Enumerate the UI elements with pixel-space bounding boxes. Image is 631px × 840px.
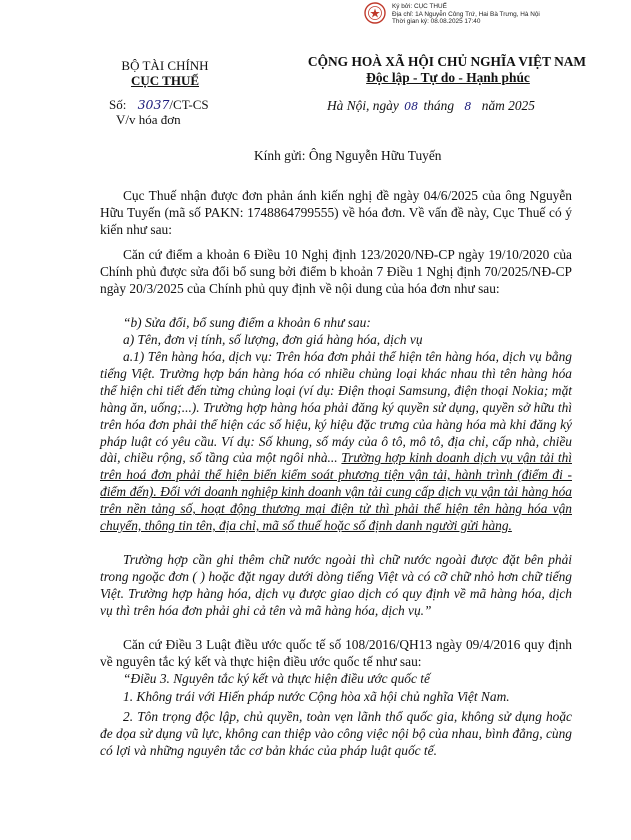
motto-text: Độc lập - Tự do - Hạnh phúc <box>366 70 530 85</box>
date-year: năm 2025 <box>481 98 535 113</box>
department-name: CỤC THUẾ <box>130 73 200 88</box>
doc-no-handwritten: 3037 <box>137 97 170 112</box>
document-subject: V/v hóa đơn <box>116 112 181 127</box>
date-month: 8 <box>464 100 472 113</box>
quote-article-3-title: “Điều 3. Nguyên tắc ký kết và thực hiện điều ước quốc tế <box>123 671 430 686</box>
paragraph-intro: Cục Thuế nhận được đơn phản ánh kiến nghị đề ngày 04/6/2025 của ông Nguyễn Hữu Tuyến (mã số PAKN: 1748864799555) về hóa đơn. Về vấn đề này, Cục Thuế có ý kiến như sau: <box>100 188 572 237</box>
signature-address: Địa chỉ: 1A Nguyễn Công Trứ, Hai Bà Trưng, Hà Nội <box>392 10 540 18</box>
digital-signature-info <box>392 3 540 26</box>
date-month-label: tháng <box>423 98 455 113</box>
signature-signed-by: Ký bởi: CỤC THUẾ <box>392 3 447 10</box>
quote-goods-name-text: a.1) Tên hàng hóa, dịch vụ: Trên hóa đơn phải thể hiện tên hàng hóa, dịch vụ bằng tiếng Việt. Trường hợp bán hàng hóa có nhiều chủng loại khác nhau thì tên hàng hóa thể hiện chi tiết đến từng chủng loại (ví dụ: Điện thoại Samsung, điện thoại Nokia; mặt hàng ăn, uống;...). Trường hợp hàng hóa phải đăng ký quyền sử dụng, quyền sở hữu thì trên hóa đơn phải thể hiện các số hiệu, ký hiệu đặc trưng của hàng hóa mà khi đăng ký pháp luật có yêu cầu. Ví dụ: Số khung, số máy của ô tô, mô tô, địa chỉ, cấp nhà, chiều dài, chiều rộng, số tầng của một ngôi nhà... <box>100 349 572 466</box>
quote-line-2: a) Tên, đơn vị tính, số lượng, đơn giá hàng hóa, dịch vụ <box>123 332 423 347</box>
paragraph-legal-basis-2: Căn cứ Điều 3 Luật điều ước quốc tế số 108/2016/QH13 ngày 09/4/2016 quy định về nguyên tắc ký kết và thực hiện điều ước quốc tế như sau: <box>100 637 572 669</box>
national-motto <box>330 70 566 86</box>
doc-no-suffix: /CT-CS <box>169 97 209 112</box>
quote-article-3-item-1: 1. Không trái với Hiến pháp nước Cộng hòa xã hội chủ nghĩa Việt Nam. <box>123 689 510 704</box>
quote-transport-underlined: Trường hợp kinh doanh dịch vụ vận tải thì trên hoá đơn phải thể hiện biển kiểm soát phương tiện vận tải, hành trình (điểm đi - điểm đến). Đối với doanh nghiệp kinh doanh vận tải cung cấp dịch vụ vận tải hàng hóa trên nền tảng số, hoạt động thương mại điện tử thì phải thể hiện tên hàng hóa vận chuyển, thông tin tên, địa chỉ, mã số thuế hoặc số định danh người gửi hàng. <box>100 450 572 534</box>
digital-signature-seal-icon <box>364 2 386 24</box>
recipient-line: Kính gửi: Ông Nguyễn Hữu Tuyến <box>254 148 442 163</box>
signature-time: Thời gian ký: 08.08.2025 17:40 <box>392 18 481 26</box>
quote-foreign-language: Trường hợp cần ghi thêm chữ nước ngoài thì chữ nước ngoài được đặt bên phải trong ngoặc đơn ( ) hoặc đặt ngay dưới dòng tiếng Việt và có cỡ chữ nhỏ hơn chữ tiếng Việt. Trường hợp hàng hóa, dịch vụ được giao dịch có quy định về mã hàng hóa, dịch vụ thì trên hóa đơn phải ghi cả tên và mã hàng hóa, dịch vụ.” <box>100 552 572 618</box>
document-number <box>109 97 209 113</box>
date-prefix: Hà Nội, ngày <box>327 98 399 113</box>
doc-no-label: Số: <box>109 97 127 112</box>
paragraph-legal-basis-1: Căn cứ điểm a khoản 6 Điều 10 Nghị định 123/2020/NĐ-CP ngày 19/10/2020 của Chính phủ được sửa đổi bổ sung bởi điểm b khoản 7 Điều 1 Nghị định 70/2025/NĐ-CP ngày 20/3/2025 của Chính phủ quy định về nội dung của hóa đơn như sau: <box>100 247 572 296</box>
nation-title: CỘNG HOÀ XÃ HỘI CHỦ NGHĨA VIỆT NAM <box>307 54 587 69</box>
ministry-name: BỘ TÀI CHÍNH <box>121 58 209 73</box>
quote-article-3-item-2: 2. Tôn trọng độc lập, chủ quyền, toàn vẹn lãnh thổ quốc gia, không sử dụng hoặc đe dọa sử dụng vũ lực, không can thiệp vào công việc nội bộ của nhau, bình đẳng, cùng có lợi và những nguyên tắc cơ bản khác của pháp luật quốc tế. <box>100 709 572 758</box>
document-date <box>327 98 535 114</box>
quote-line-1: “b) Sửa đổi, bổ sung điểm a khoản 6 như sau: <box>123 315 371 330</box>
date-day: 08 <box>404 100 419 113</box>
quote-goods-name <box>100 349 572 535</box>
